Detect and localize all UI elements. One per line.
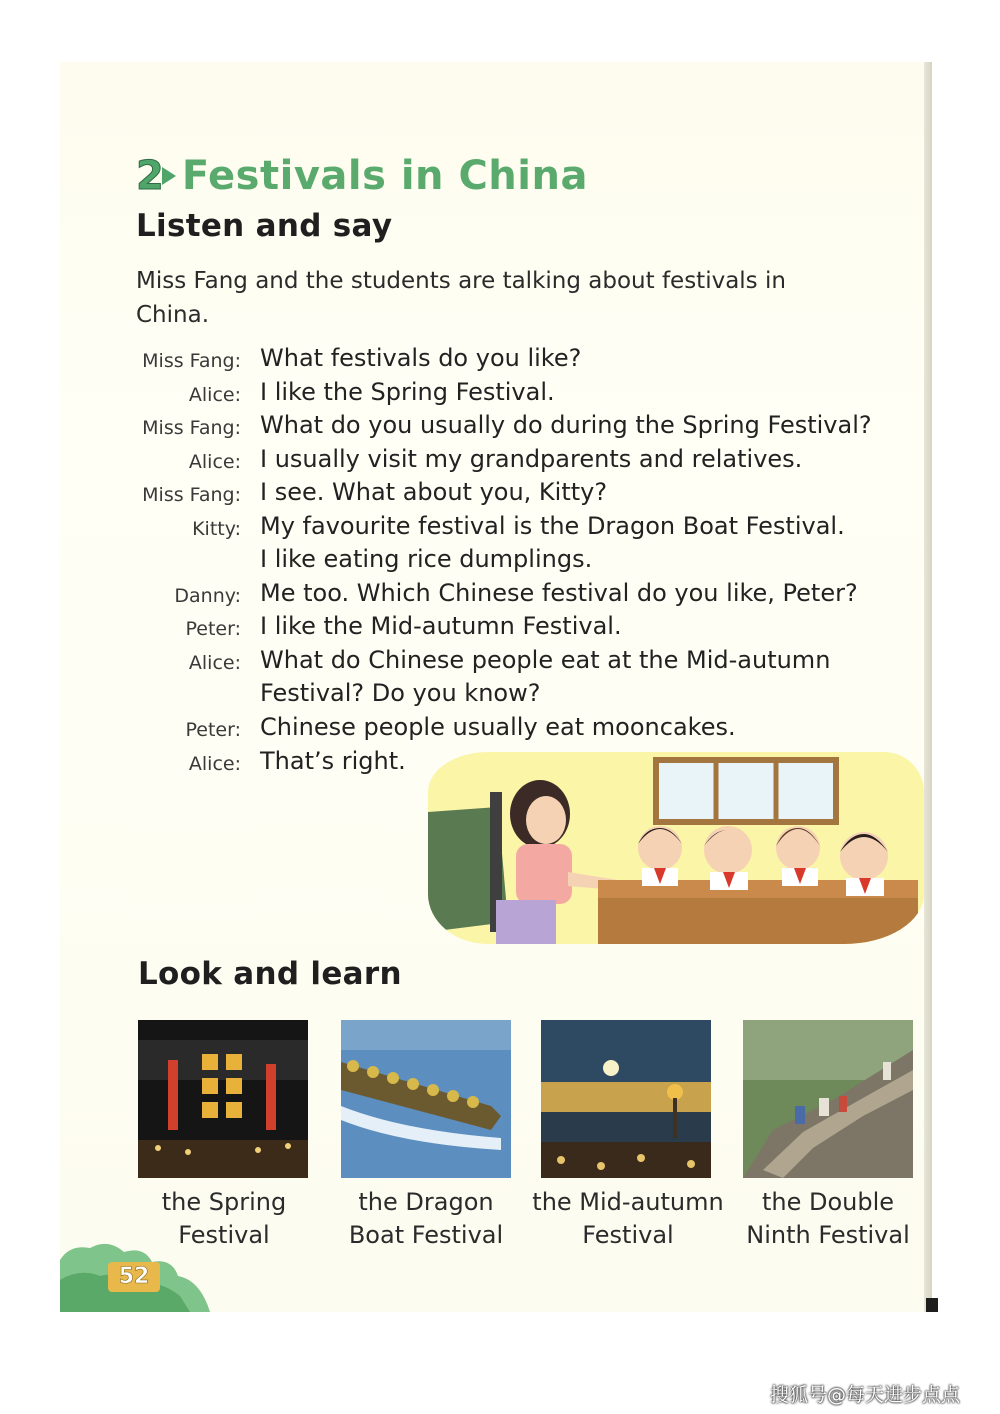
dialogue-line: Me too. Which Chinese festival do you like, Peter? (260, 579, 858, 607)
page-edge (924, 62, 932, 1312)
page-corner (926, 1298, 938, 1312)
speaker-label: Alice: (188, 451, 241, 473)
caption-mid-autumn: the Mid-autumn Festival (532, 1188, 724, 1249)
listen-and-say-heading: Listen and say (136, 208, 393, 244)
dialogue-line: What festivals do you like? (260, 344, 582, 372)
speaker-label: Miss Fang: (142, 350, 241, 372)
speaker-label: Miss Fang: (142, 484, 241, 506)
speaker-label: Alice: (188, 384, 241, 406)
caption-dragon-boat: the Dragon Boat Festival (348, 1188, 504, 1249)
look-and-learn-heading: Look and learn (138, 956, 402, 992)
caption-double-ninth: the Double Ninth Festival (746, 1188, 910, 1249)
speaker-label: Danny: (174, 585, 241, 607)
speaker-label: Alice: (188, 652, 241, 674)
speaker-label: Alice: (188, 753, 241, 775)
speaker-label: Peter: (185, 719, 241, 741)
dialogue-line: Chinese people usually eat mooncakes. (260, 713, 736, 741)
dialogue-line: I like eating rice dumplings. (260, 545, 593, 573)
unit-title (136, 148, 588, 204)
dialogue-line: I like the Mid-autumn Festival. (260, 612, 622, 640)
double-ninth-photo (743, 1020, 913, 1178)
intro-line-1: Miss Fang and the students are talking about festivals in (136, 268, 786, 294)
dialogue-line: What do Chinese people eat at the Mid-autumn (260, 646, 831, 674)
watermark: 搜狐号@每天进步点点 (770, 1384, 961, 1406)
dialogue-line: I see. What about you, Kitty? (260, 478, 608, 506)
mid-autumn-photo (541, 1020, 711, 1178)
dialogue-line: I usually visit my grandparents and relatives. (260, 445, 803, 473)
dialogue-line: What do you usually do during the Spring Festival? (260, 411, 872, 439)
intro-line-2: China. (136, 302, 210, 328)
classroom-illustration-art (428, 752, 924, 944)
caption-spring-festival: the Spring Festival (161, 1188, 287, 1249)
dialogue-line: My favourite festival is the Dragon Boat Festival. (260, 512, 845, 540)
speaker-label: Peter: (185, 618, 241, 640)
arrow-right-icon (162, 167, 176, 185)
dialogue-line: That’s right. (260, 747, 406, 775)
spring-festival-photo (138, 1020, 308, 1178)
page-number: 52 (108, 1262, 160, 1292)
dialogue-line: Festival? Do you know? (260, 679, 541, 707)
page-title: Festivals in China (181, 153, 588, 199)
intro-paragraph (136, 264, 856, 332)
classroom-illustration (428, 752, 924, 944)
speaker-label: Kitty: (192, 518, 241, 540)
dragon-boat-photo (341, 1020, 511, 1178)
dialogue-line: I like the Spring Festival. (260, 378, 555, 406)
unit-number: 2 (136, 153, 164, 199)
speaker-label: Miss Fang: (142, 417, 241, 439)
